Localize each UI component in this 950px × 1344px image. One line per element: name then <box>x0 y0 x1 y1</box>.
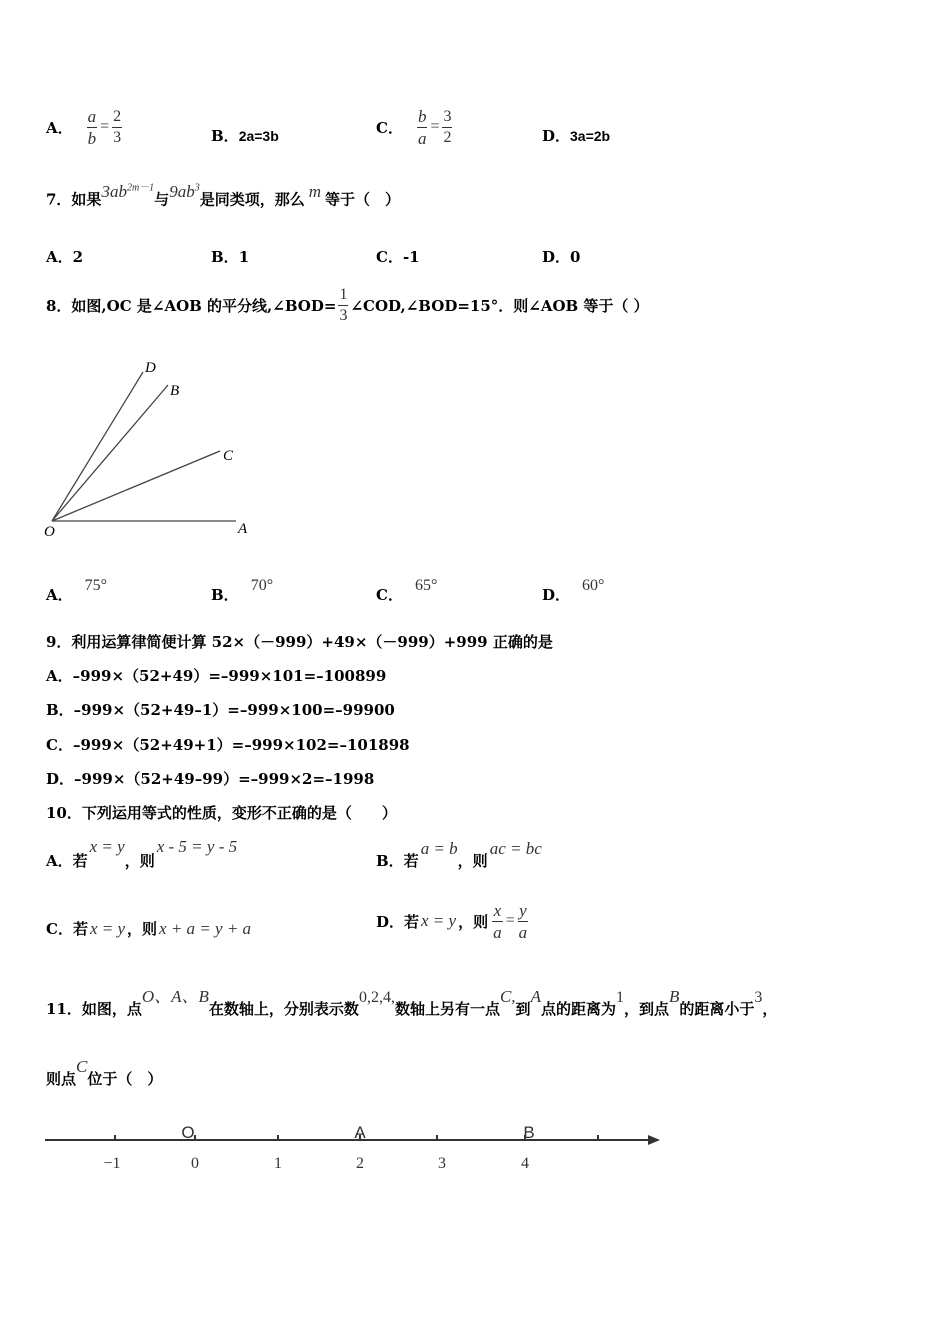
option-text: 3a=2b <box>570 128 611 144</box>
q10-stem: 10．下列运用等式的性质，变形不正确的是（ ） <box>46 804 397 822</box>
tick-label: 1 <box>274 1155 282 1172</box>
q7-option-a: A．2 <box>46 248 84 266</box>
q7-option-d: D．0 <box>542 248 581 266</box>
q8-option-b: B．70° <box>211 577 274 604</box>
q9-option-b: B．–999×（52+49–1）=–999×100=–99900 <box>46 701 395 719</box>
point-label-b: B <box>523 1123 535 1142</box>
number-line <box>40 1115 670 1180</box>
point-label-o: O <box>181 1123 195 1142</box>
q8-prefix: 8．如图,OC 是∠AOB 的平分线,∠BOD= <box>46 296 337 315</box>
q11-line2: 则点C位于（ ） <box>46 1057 163 1088</box>
q8-option-a: A．75° <box>46 577 108 604</box>
fraction-y-over-a: $\frac{y}{a}$ <box>518 900 528 942</box>
tick-label: 2 <box>356 1155 364 1172</box>
option-label: D． <box>542 127 571 145</box>
label-a: A <box>238 521 248 537</box>
option-text: 2a=3b <box>238 128 279 144</box>
q8-suffix: ∠COD,∠BOD=15°．则∠AOB 等于（ ） <box>350 296 649 315</box>
q9-option-d: D．–999×（52+49–99）=–999×2=–1998 <box>46 770 375 788</box>
tick-label: −1 <box>103 1155 121 1172</box>
label-d: D <box>145 360 156 376</box>
q6-option-d <box>542 125 610 146</box>
label-o: O <box>44 524 55 540</box>
q8-stem <box>46 280 649 330</box>
q6-option-a <box>46 103 122 151</box>
q11-stem: 11．如图，点O、A、B在数轴上，分别表示数0,2,4,数轴上另有一点C,到A点的距离为1，到点B的距离小于3， <box>46 987 778 1018</box>
q9-stem: 9．利用运算律简便计算 52×（－999）+49×（－999）+999 正确的是 <box>46 633 553 651</box>
arrow-icon <box>648 1135 660 1145</box>
q8-option-d: D．60° <box>542 577 605 604</box>
option-label: B． <box>211 127 239 145</box>
tick-label: 4 <box>521 1155 529 1172</box>
option-label: C． <box>376 118 403 137</box>
q6-option-b <box>211 125 279 146</box>
q10-option-a: A．若x = y，则x - 5 = y - 5 <box>46 837 238 870</box>
q7-prefix: 7．如果 <box>46 190 102 209</box>
label-c: C <box>223 448 234 464</box>
fraction-one-third: $\frac{1}{3}$ <box>339 285 348 324</box>
q10-option-b: B．若a = b，则ac = bc <box>376 839 542 870</box>
fraction-rhs: $\frac{3}{2}$ <box>443 107 452 146</box>
ray-oc <box>52 451 220 521</box>
q8-option-c: C．65° <box>376 577 438 604</box>
fraction-x-over-a: $\frac{x}{a}$ <box>493 900 502 942</box>
q7-option-c: C．-1 <box>376 248 420 266</box>
ray-od <box>52 372 143 521</box>
q9-option-a: A．–999×（52+49）=–999×101=–100899 <box>46 667 387 685</box>
q7-option-b: B．1 <box>211 248 250 266</box>
equals: = <box>100 118 110 135</box>
q9-option-c: C．–999×（52+49+1）=–999×102=–101898 <box>46 736 410 754</box>
q10-option-d: D．若 x = y ，则 $\frac{x}{a}$ = $\frac{y}{a}$ <box>376 900 528 942</box>
option-label: A． <box>46 118 73 137</box>
var-m: m <box>308 181 321 201</box>
angle-figure <box>40 355 270 545</box>
q10-option-c: C．若 x = y ，则 x + a = y + a <box>46 919 252 938</box>
label-b: B <box>170 383 180 399</box>
tick-label: 0 <box>191 1155 199 1172</box>
equals: = <box>430 118 440 135</box>
fraction-rhs: $\frac{2}{3}$ <box>113 107 122 146</box>
fraction-lhs: $\frac{a}{b}$ <box>87 106 97 148</box>
q7-suffix: 等于（ ） <box>324 190 400 209</box>
term-9ab: $9ab^3$ <box>169 181 200 201</box>
q7-stem <box>46 181 400 210</box>
q6-option-c <box>376 103 452 151</box>
tick-label: 3 <box>438 1155 446 1172</box>
fraction-lhs: $\frac{b}{a}$ <box>417 106 427 148</box>
term-3ab: $3ab^{2m-1}$ <box>101 181 155 201</box>
q7-mid2: 是同类项，那么 <box>199 190 305 209</box>
q7-mid: 与 <box>154 190 170 209</box>
point-label-a: A <box>354 1123 366 1142</box>
ray-ob <box>52 385 168 521</box>
